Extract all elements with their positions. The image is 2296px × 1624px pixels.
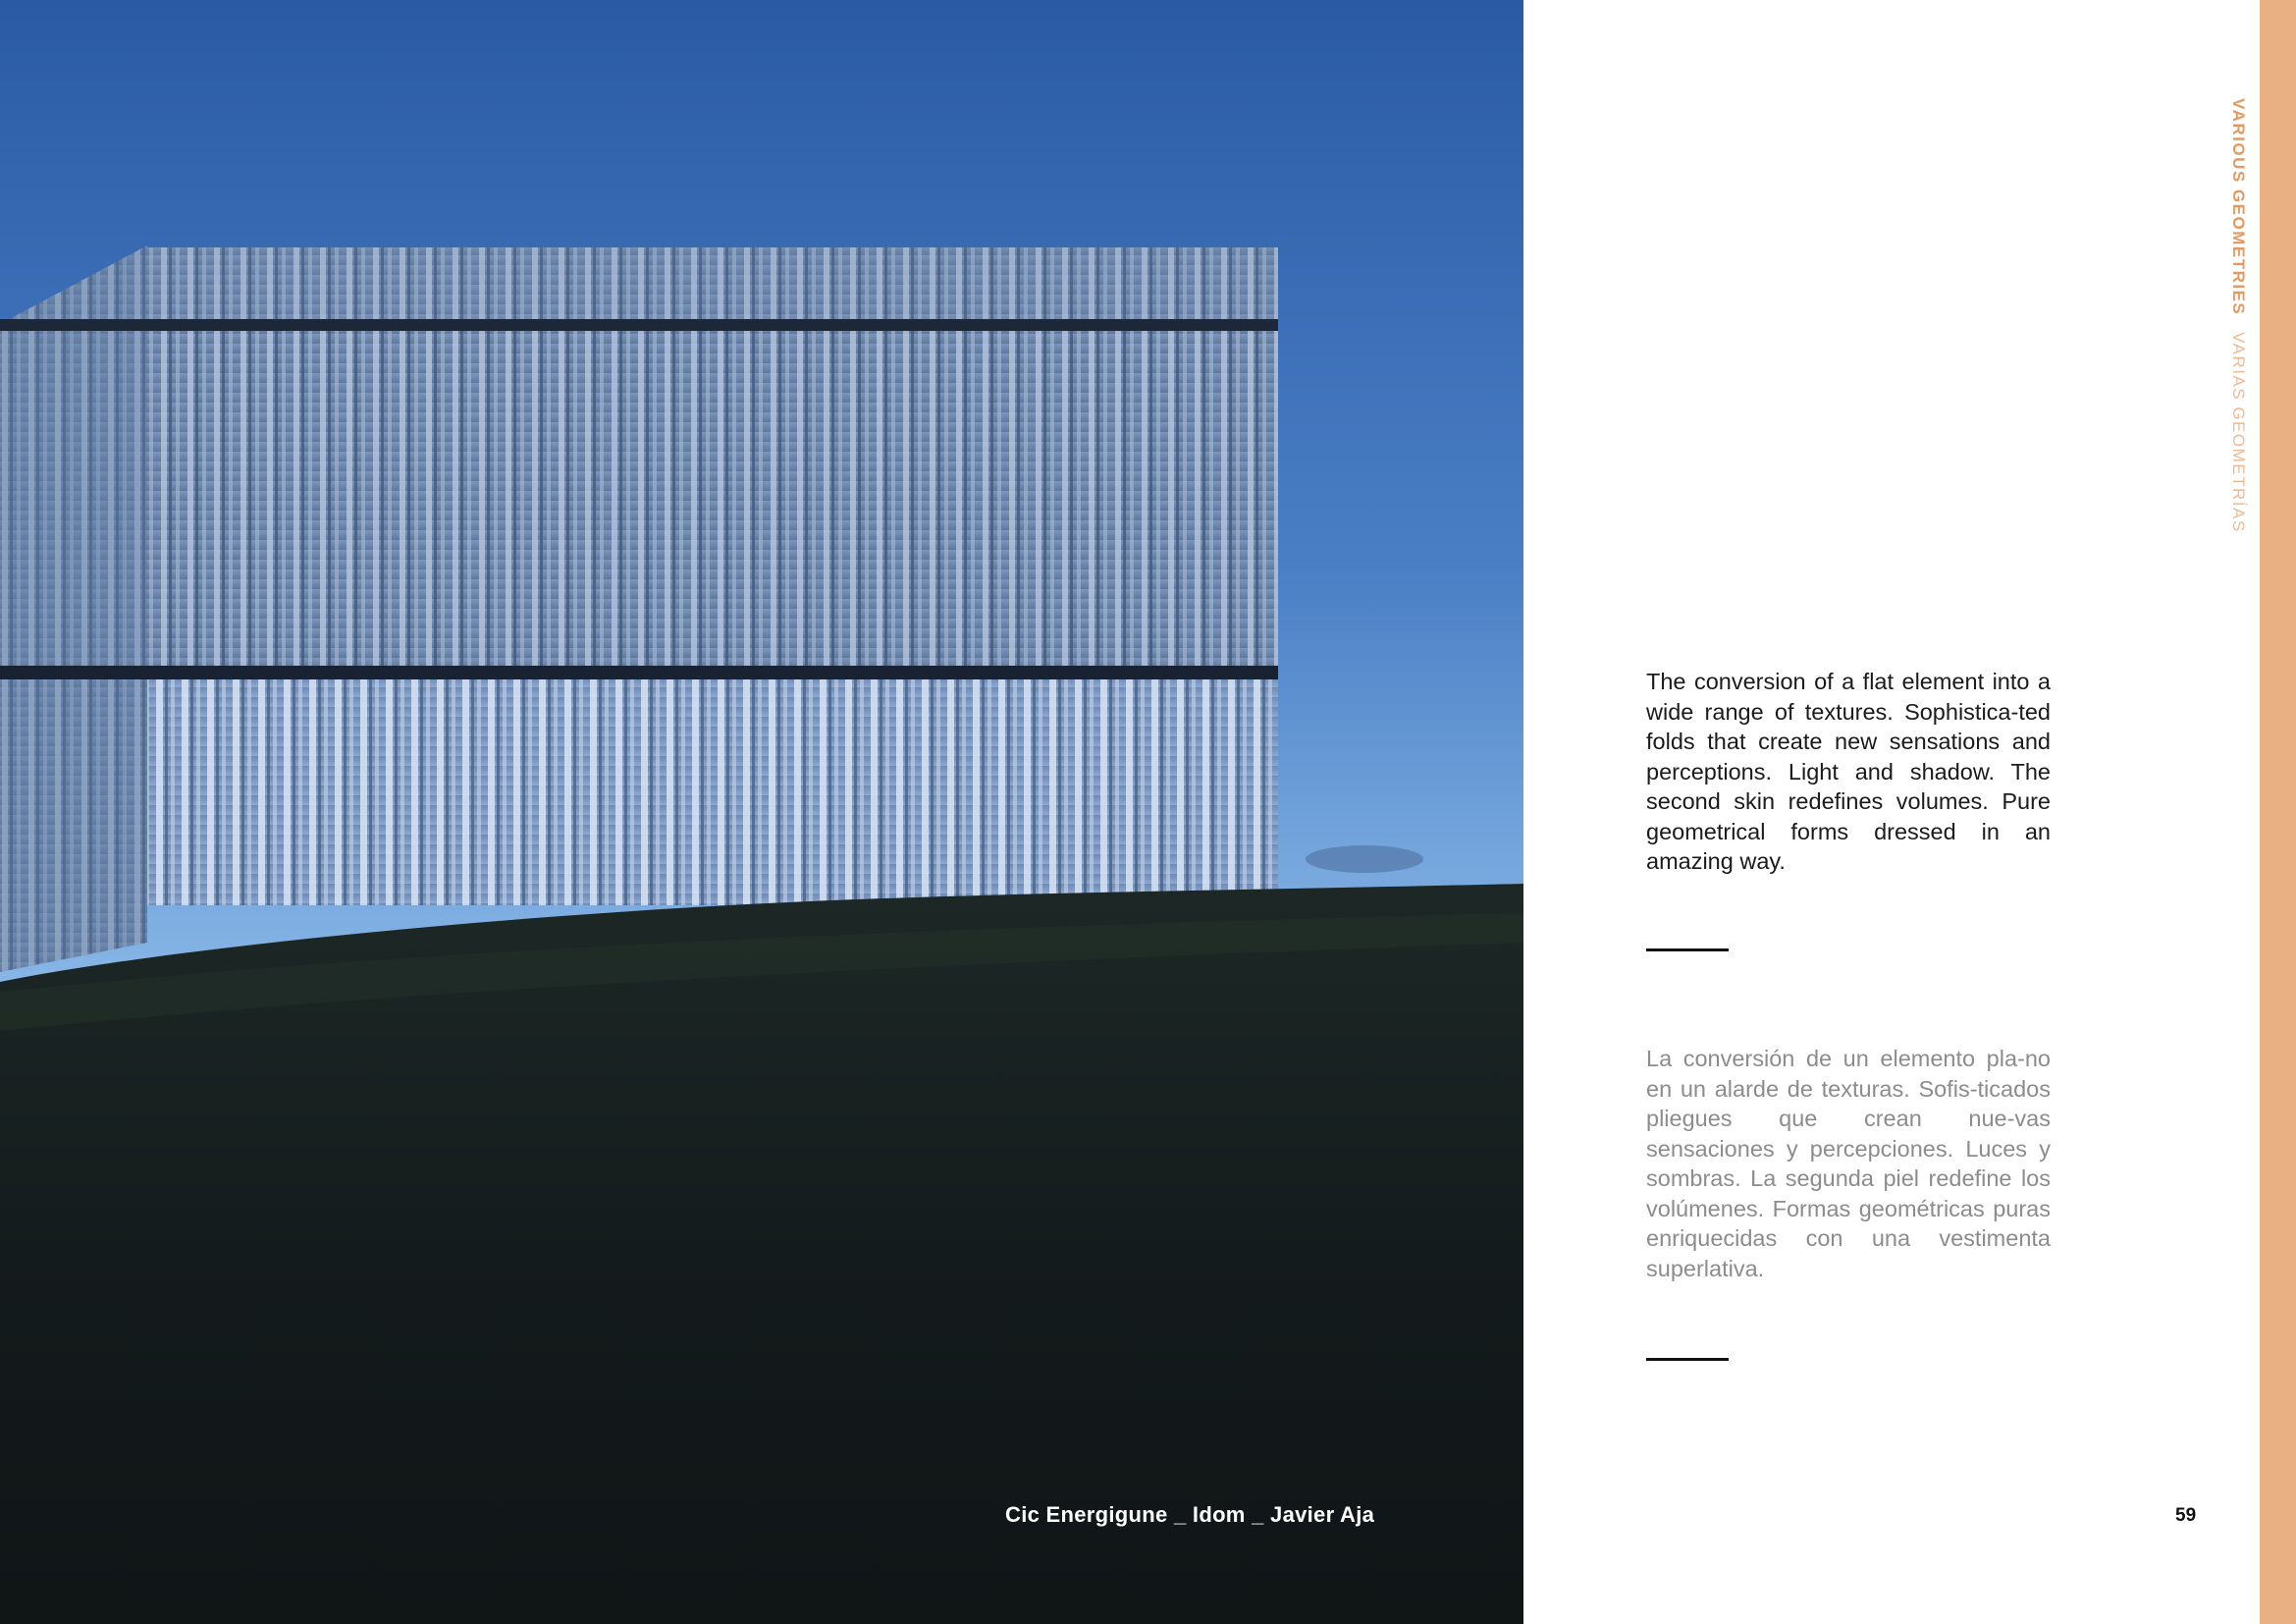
body-text-english: The conversion of a flat element into a wide range of textures. Sophistica-ted folds that create new sensations and perceptions. Light and shadow. The second skin redefines volumes. Pure geometrical forms dressed in an amazing way. — [1646, 669, 2051, 874]
section-heading — [2220, 98, 2248, 533]
section-side-tab — [2260, 0, 2296, 1624]
divider-rule — [1646, 1358, 1729, 1361]
section-title-es: VARIAS GEOMETRÍAS — [2229, 331, 2248, 533]
photo-caption: Cic Energigune _ Idom _ Javier Aja — [1005, 1502, 1375, 1527]
divider-rule — [1646, 948, 1729, 951]
section-title-en: VARIOUS GEOMETRIES — [2229, 98, 2248, 316]
page-number: 59 — [2175, 1505, 2197, 1526]
body-text-spanish: La conversión de un elemento pla-no en un alarde de texturas. Sofis-ticados pliegues que crean nue-vas sensaciones y percepciones. Luces y sombras. La segunda piel redefine los volúmenes. Formas geométricas puras enriquecidas con una vestimenta superlativa. — [1646, 1046, 2051, 1281]
